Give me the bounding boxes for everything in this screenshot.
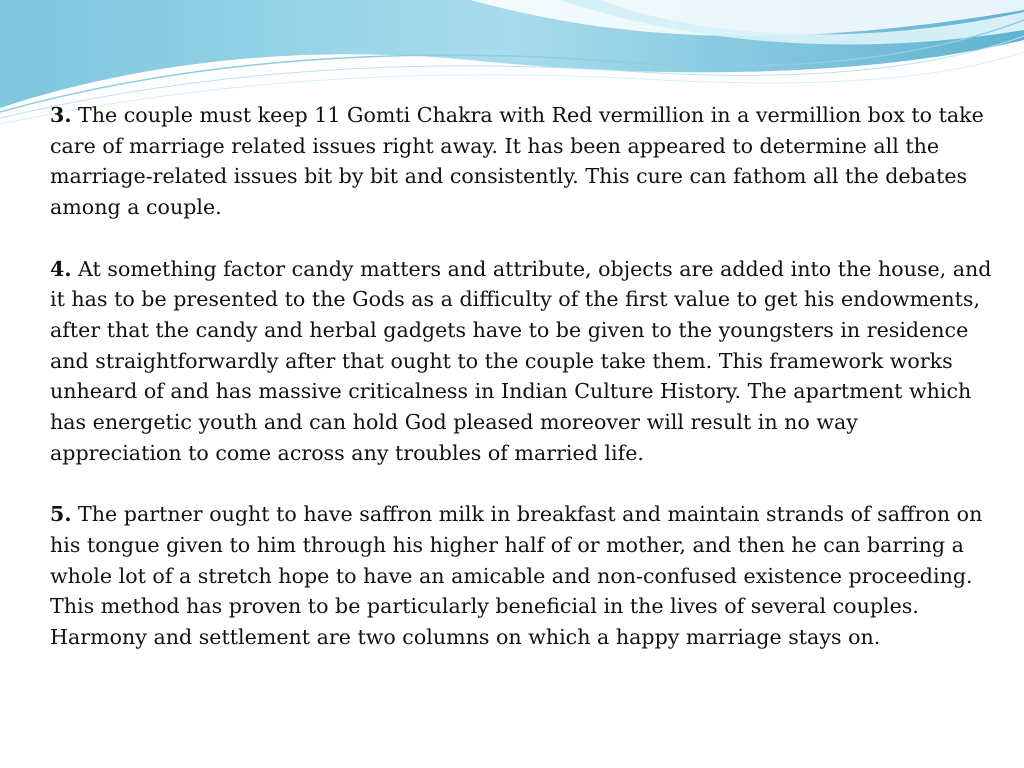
paragraph-text: The partner ought to have saffron milk in breakfast and maintain strands of saffron on his tongue given to him through his higher half of or mother, and then he can barring a whole lot of a stretch hope to have an amicable and non-confused existence proceeding. This method has proven to be particularly beneficial in the lives of several couples. Harmony and settlement are two columns on which a happy marriage stays on. bbox=[50, 502, 983, 649]
paragraph-text: The couple must keep 11 Gomti Chakra with Red vermillion in a vermillion box to take care of marriage related issues right away. It has been appeared to determine all the marriage-related issues bit by bit and consistently. This cure can fathom all the debates among a couple. bbox=[50, 103, 984, 220]
paragraph-number: 4. bbox=[50, 256, 72, 281]
paragraph-3 bbox=[50, 100, 994, 223]
paragraph-number: 5. bbox=[50, 502, 72, 527]
paragraph-5 bbox=[50, 499, 994, 653]
paragraph-number: 3. bbox=[50, 103, 72, 127]
slide-body bbox=[50, 100, 994, 683]
paragraph-text: At something factor candy matters and attribute, objects are added into the house, and it has to be presented to the Gods as a difficulty of the first value to get his endowments, after that the candy and herbal gadgets have to be given to the youngsters in residence and straightforwardly after that ought to the couple take them. This framework works unheard of and has massive criticalness in Indian Culture History. The apartment which has energetic youth and can hold God pleased moreover will result in no way appreciation to come across any troubles of married life. bbox=[50, 256, 992, 465]
paragraph-4 bbox=[50, 254, 994, 469]
